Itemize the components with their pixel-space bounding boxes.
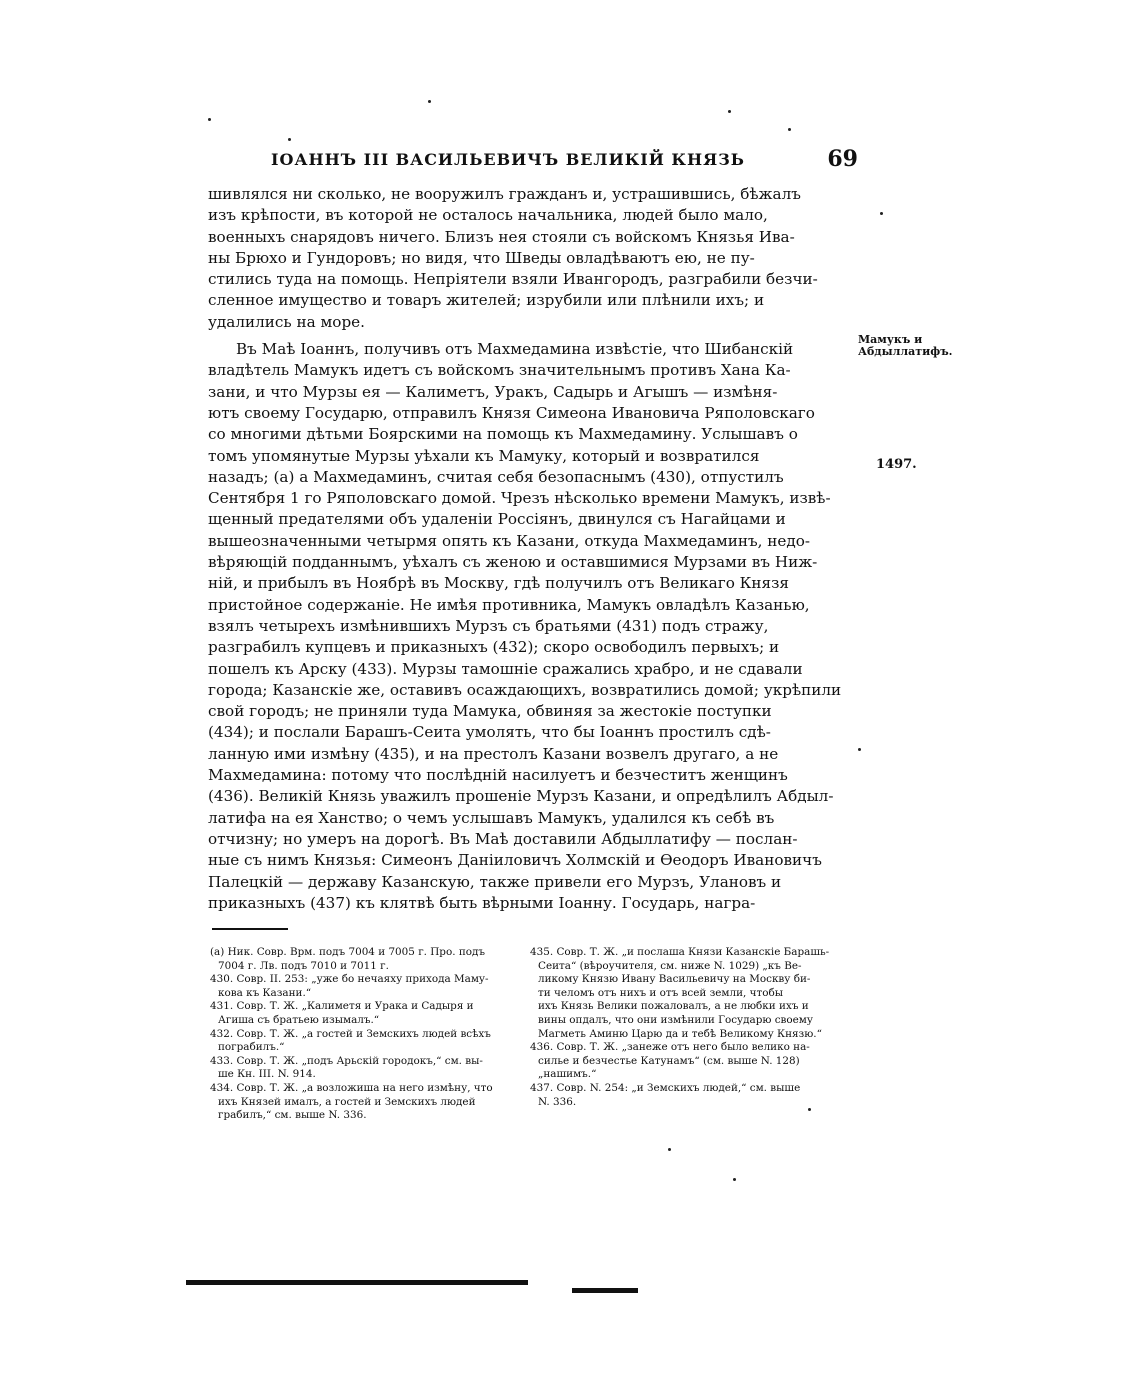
footnote: ликому Князю Ивану Васильевичу на Москву би- <box>538 973 811 986</box>
text-line: стились туда на помощь. Непріятели взяли Ивангородъ, разграбили безчи- <box>208 270 818 289</box>
text-line: пошелъ къ Арску (433). Мурзы тамошніе сражались храбро, и не сдавали <box>208 659 803 678</box>
page-header <box>208 146 858 174</box>
text-line: (436). Великій Князь уважилъ прошеніе Мурзъ Казани, и опредѣлилъ Абдыл- <box>208 787 834 806</box>
text-line: вѣряющій подданнымъ, уѣхалъ съ женою и оставшимися Мурзами въ Ниж- <box>208 553 818 572</box>
text-line: щенный предателями объ удаленіи Россіянъ, двинулся съ Нагайцами и <box>208 510 786 529</box>
scan-edge-bar <box>186 1280 528 1285</box>
text-line: взялъ четырехъ измѣнившихъ Мурзъ съ братьями (431) подъ стражу, <box>208 616 769 635</box>
footnotes-right-column <box>530 946 836 1109</box>
footnote: ти челомъ отъ нихъ и отъ всей земли, чтобы <box>538 986 784 999</box>
text-line: назадъ; (а) а Махмедаминъ, считая себя безопаснымъ (430), отпустилъ <box>208 467 784 486</box>
text-line: зани, и что Мурзы ея — Калиметъ, Уракъ, Садырь и Агышъ — измѣня- <box>208 382 778 401</box>
margin-note-year: 1497. <box>876 457 917 472</box>
text-line: приказныхъ (437) къ клятвѣ быть вѣрными Іоанну. Государь, награ- <box>208 893 756 912</box>
text-line: ній, и прибылъ въ Ноябрѣ въ Москву, гдѣ получилъ отъ Великаго Князя <box>208 574 789 593</box>
scan-speck <box>728 110 731 113</box>
footnote: 432. Совр. Т. Ж. „а гостей и Земскихъ людей всѣхъ пограбилъ.“ <box>210 1027 491 1054</box>
footnote: (а) Ник. Совр. Врм. подъ 7004 и 7005 г. Про. подъ 7004 г. Лв. подъ 7010 и 7011 г. <box>210 946 486 972</box>
scan-edge-bar <box>572 1288 638 1293</box>
footnote: 437. Совр. N. 254: „и Земскихъ людей,“ см. выше N. 336. <box>530 1081 801 1108</box>
text-line: города; Казанскіе же, оставивъ осаждающихъ, возвратились домой; укрѣпили <box>208 680 842 699</box>
text-line: удалились на море. <box>208 312 365 331</box>
scan-speck <box>808 1108 811 1111</box>
text-line: вышеозначенными четырмя опять къ Казани, откуда Махмедаминъ, недо- <box>208 531 811 550</box>
footnote: 430. Совр. II. 253: „уже бо нечаяху прихода Маму- кова къ Казани.“ <box>210 973 489 999</box>
footnote-rule <box>212 928 288 930</box>
text-line: сленное имущество и товаръ жителей; изрубили или плѣнили ихъ; и <box>208 291 765 310</box>
text-line: Махмедамина: потому что послѣдній насилуетъ и безчеститъ женщинъ <box>208 766 788 785</box>
footnote: ихъ Князь Велики пожаловалъ, а не любки ихъ и <box>538 1000 809 1013</box>
footnote: 431. Совр. Т. Ж. „Калиметя и Урака и Садыря и Агиша съ братьею изымалъ.“ <box>210 1000 474 1026</box>
text-line: Въ Маѣ Іоаннъ, получивъ отъ Махмедамина извѣстіе, что Шибанскій <box>236 340 794 359</box>
text-line: ютъ своему Государю, отправилъ Князя Симеона Ивановича Ряполовскаго <box>208 403 815 422</box>
text-line: шивлялся ни сколько, не вооружилъ гражданъ и, устрашившись, бѣжалъ <box>208 185 801 203</box>
book-page <box>168 88 968 1298</box>
scan-speck <box>668 1148 671 1151</box>
scan-speck <box>788 128 791 131</box>
main-text <box>208 184 856 914</box>
text-line: разграбилъ купцевъ и приказныхъ (432); скоро освободилъ первыхъ; и <box>208 638 780 657</box>
text-line: Палецкій — державу Казанскую, также привели его Мурзъ, Улановъ и <box>208 872 782 891</box>
scan-speck <box>428 100 431 103</box>
footnotes-left-column <box>210 946 526 1123</box>
text-line: со многими дѣтьми Боярскими на помощь къ Махмедамину. Услышавъ о <box>208 425 798 444</box>
footnote: 435. Совр. Т. Ж. „и послаша Князи Казанскіе Барашь- Сеита“ (вѣроучителя, см. ниже N. 1029) „къ Ве- <box>530 946 830 972</box>
text-line: (434); и послали Барашъ-Сеита умолять, что бы Іоаннъ простилъ сдѣ- <box>208 723 771 742</box>
text-line: ные съ нимъ Князья: Симеонъ Даніиловичъ Холмскій и Ѳеодоръ Ивановичъ <box>208 851 822 870</box>
scan-speck <box>858 748 861 751</box>
text-line: военныхъ снарядовъ ничего. Близъ нея стояли съ войскомъ Князья Ива- <box>208 227 795 246</box>
text-line: свой городъ; не приняли туда Мамука, обвиняя за жестокіе поступки <box>208 702 772 721</box>
text-line: отчизну; но умеръ на дорогѣ. Въ Маѣ доставили Абдыллатифу — послан- <box>208 829 798 848</box>
scan-speck <box>880 212 883 215</box>
scan-speck <box>733 1178 736 1181</box>
page-number: 69 <box>827 146 858 172</box>
footnote: „нашимъ.“ <box>538 1068 597 1081</box>
text-line: томъ упомянутые Мурзы уѣхали къ Мамуку, который и возвратился <box>208 446 760 465</box>
running-title: ІОАННЪ III ВАСИЛЬЕВИЧЪ ВЕЛИКІЙ КНЯЗЬ <box>271 150 745 169</box>
footnote: Магметь Аминю Царю да и тебѣ Великому Князю.“ <box>538 1027 822 1040</box>
scan-speck <box>288 138 291 141</box>
text-line: ны Брюхо и Гундоровъ; но видя, что Шведы овладѣваютъ ею, не пу- <box>208 248 755 267</box>
footnote: 434. Совр. Т. Ж. „а возложиша на него измѣну, что ихъ Князей ималъ, а гостей и Земскихъ людей <box>210 1081 493 1108</box>
text-line: изъ крѣпости, въ которой не осталось начальника, людей было мало, <box>208 206 768 225</box>
footnote: вины опдалъ, что они измѣнили Государю своему <box>538 1013 814 1026</box>
text-line: латифа на ея Ханство; о чемъ услышавъ Мамукъ, удалился къ себѣ въ <box>208 808 775 827</box>
text-line: владѣтель Мамукъ идетъ съ войскомъ значительнымъ противъ Хана Ка- <box>208 361 791 380</box>
footnote: грабилъ,“ см. выше N. 336. <box>218 1109 367 1122</box>
margin-note-subject: Мамукъ и Абдыллатифъ. <box>858 333 953 358</box>
text-line: Сентября 1 го Ряполовскаго домой. Чрезъ нѣсколько времени Мамукъ, извѣ- <box>208 489 831 508</box>
text-line: пристойное содержаніе. Не имѣя противника, Мамукъ овладѣлъ Казанью, <box>208 595 810 614</box>
footnote: 436. Совр. Т. Ж. „занеже отъ него было велико на- силье и безчестье Катунамъ“ (см. выше N. 128) <box>530 1041 810 1067</box>
footnote: 433. Совр. Т. Ж. „подъ Арьскій городокъ,“ см. вы- ше Кн. III. N. 914. <box>210 1054 483 1081</box>
scan-speck <box>208 118 211 121</box>
text-line: ланную ими измѣну (435), и на престолъ Казани возвелъ другаго, а не <box>208 744 779 763</box>
